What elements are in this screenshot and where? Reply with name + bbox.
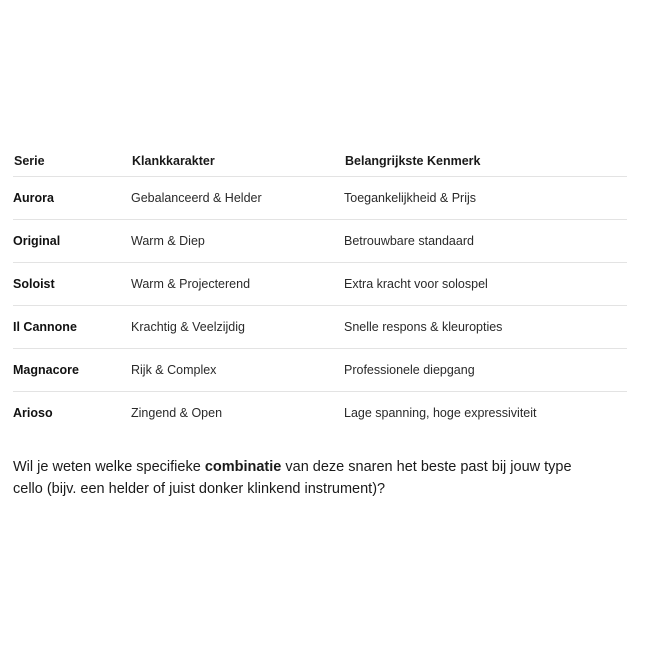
serie-cell: Il Cannone bbox=[13, 306, 131, 349]
klankkarakter-cell: Gebalanceerd & Helder bbox=[131, 177, 344, 220]
klankkarakter-cell: Warm & Projecterend bbox=[131, 263, 344, 306]
serie-cell: Magnacore bbox=[13, 349, 131, 392]
follow-up-question bbox=[13, 456, 593, 500]
kenmerk-cell: Professionele diepgang bbox=[344, 349, 627, 392]
klankkarakter-cell: Warm & Diep bbox=[131, 220, 344, 263]
kenmerk-cell: Snelle respons & kleuropties bbox=[344, 306, 627, 349]
table-row bbox=[13, 220, 627, 263]
klankkarakter-cell: Rijk & Complex bbox=[131, 349, 344, 392]
serie-cell: Original bbox=[13, 220, 131, 263]
klankkarakter-cell: Zingend & Open bbox=[131, 406, 223, 420]
content bbox=[13, 146, 627, 515]
question-text-after: van deze snaren het beste past bij jouw type cello (bijv. een helder of juist donker klinkend instrument)? bbox=[13, 459, 572, 497]
kenmerk-cell: Extra kracht voor solospel bbox=[344, 263, 627, 306]
table-row bbox=[13, 177, 627, 220]
serie-cell: Arioso bbox=[13, 406, 53, 420]
serie-cell: Soloist bbox=[13, 263, 131, 306]
klankkarakter-cell: Krachtig & Veelzijdig bbox=[131, 306, 344, 349]
serie-cell: Aurora bbox=[13, 177, 131, 220]
question-text-before: Wil je weten welke specifieke bbox=[13, 459, 205, 475]
header-kenmerk: Belangrijkste Kenmerk bbox=[344, 146, 627, 177]
kenmerk-cell: Betrouwbare standaard bbox=[344, 220, 627, 263]
strings-table bbox=[13, 146, 627, 434]
table-row bbox=[13, 392, 627, 435]
kenmerk-cell: Toegankelijkheid & Prijs bbox=[344, 177, 627, 220]
header-serie: Serie bbox=[13, 146, 131, 177]
question-emphasis: combinatie bbox=[204, 459, 282, 475]
table-row bbox=[13, 306, 627, 349]
table-header-row bbox=[13, 146, 627, 177]
kenmerk-cell: Lage spanning, hoge expressiviteit bbox=[344, 406, 537, 420]
table-row bbox=[13, 263, 627, 306]
table-row bbox=[13, 349, 627, 392]
header-klankkarakter: Klankkarakter bbox=[131, 146, 344, 177]
